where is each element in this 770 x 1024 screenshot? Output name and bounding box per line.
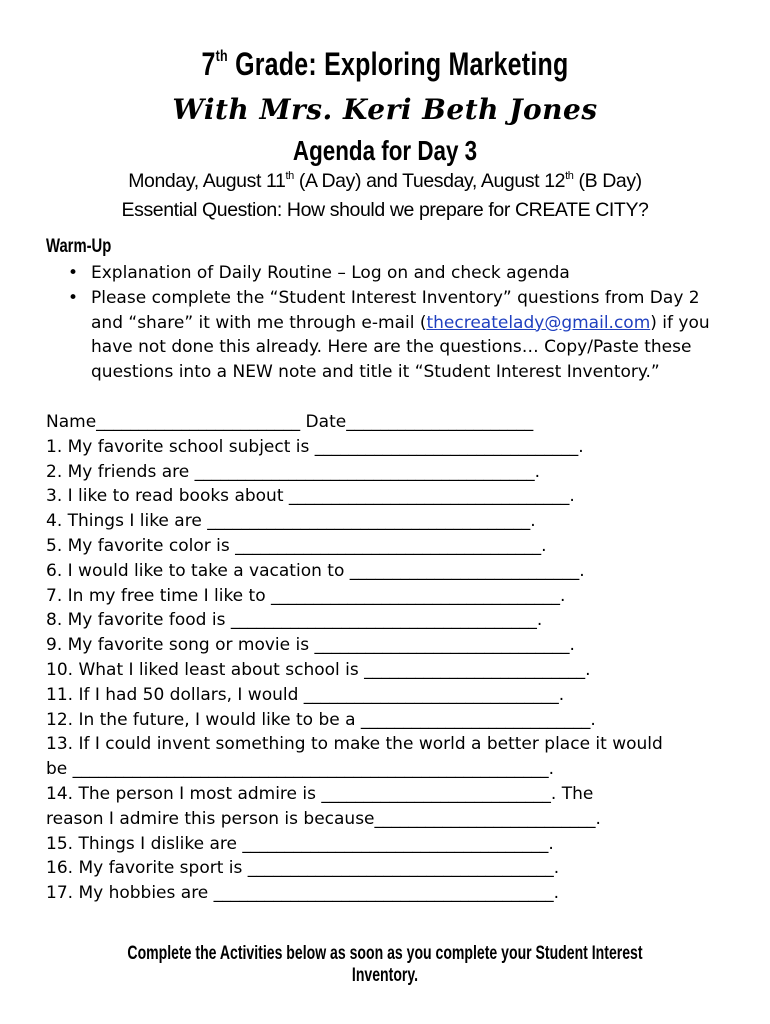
question-line[interactable]: 17. My hobbies are ________________________________________. — [46, 883, 560, 904]
date-suffix-a: th — [285, 170, 294, 182]
question-line[interactable]: 4. Things I like are ______________________________________. — [46, 511, 536, 532]
question-line[interactable]: 3. I like to read books about _________________________________. — [46, 486, 575, 507]
question-line[interactable]: 8. My favorite food is ____________________________________. — [46, 610, 543, 631]
essential-question: Essential Question: How should we prepare for CREATE CITY? — [121, 199, 649, 221]
question-line[interactable]: 11. If I had 50 dollars, I would ______________________________. — [46, 684, 565, 705]
question-line[interactable]: reason I admire this person is because__________________________. — [46, 808, 601, 829]
warmup-item-routine — [64, 261, 724, 286]
warmup-item-text-pre: Please complete the “Student Interest Inventory” questions from Day 2 and “share” it with me through e-mail ( — [91, 287, 700, 333]
question-line: 13. If I could invent something to make the world a better place it would — [46, 734, 663, 755]
question-line[interactable]: 12. In the future, I would like to be a ___________________________. — [46, 709, 596, 730]
agenda-dates — [0, 170, 770, 193]
date-part-b: (A Day) and Tuesday, August 12 — [293, 170, 566, 192]
title-grade-number: 7 — [201, 46, 216, 82]
question-line[interactable]: 5. My favorite color is ____________________________________. — [46, 535, 547, 556]
date-part-c: (B Day) — [573, 170, 642, 192]
student-interest-inventory — [46, 410, 726, 906]
date-part-a: Monday, August 11 — [128, 170, 286, 192]
question-line[interactable]: 16. My favorite sport is ____________________________________. — [46, 858, 560, 879]
teacher-name: With Mrs. Keri Beth Jones — [172, 93, 598, 126]
warmup-item-inventory — [64, 286, 724, 385]
page-title — [85, 46, 686, 83]
title-grade-suffix: th — [215, 48, 228, 65]
question-line[interactable]: 7. In my free time I like to __________________________________. — [46, 585, 566, 606]
warmup-heading: Warm-Up — [46, 236, 112, 257]
name-date-line[interactable]: Name________________________ Date______________________ — [46, 412, 534, 432]
question-line[interactable]: 14. The person I most admire is ___________________________. The — [46, 783, 594, 804]
question-line[interactable]: be ________________________________________________________. — [46, 759, 555, 780]
activities-instruction: Complete the Activities below as soon as you complete your Student Interest Inventory. — [127, 943, 643, 986]
question-line[interactable]: 9. My favorite song or movie is ______________________________. — [46, 635, 575, 656]
question-line[interactable]: 2. My friends are ________________________________________. — [46, 461, 541, 482]
email-link[interactable]: thecreatelady@gmail.com — [426, 312, 651, 333]
question-line[interactable]: 1. My favorite school subject is _______________________________. — [46, 436, 584, 457]
bullet-icon: • — [68, 263, 79, 283]
warmup-list — [64, 261, 724, 385]
question-line[interactable]: 10. What I liked least about school is __________________________. — [46, 659, 591, 680]
agenda-heading: Agenda for Day 3 — [292, 135, 478, 166]
title-course-name: Grade: Exploring Marketing — [227, 46, 569, 82]
bullet-icon: • — [68, 287, 79, 308]
date-suffix-b: th — [565, 170, 574, 182]
warmup-item-text-post: ) if you have not done this already. Here are the questions… Copy/Paste these questions into a NEW note and title it “Student Interest Inventory.” — [91, 312, 710, 383]
question-line[interactable]: 6. I would like to take a vacation to ___________________________. — [46, 560, 585, 581]
question-line[interactable]: 15. Things I dislike are ____________________________________. — [46, 833, 554, 854]
warmup-item-text: Explanation of Daily Routine – Log on and check agenda — [91, 263, 570, 283]
